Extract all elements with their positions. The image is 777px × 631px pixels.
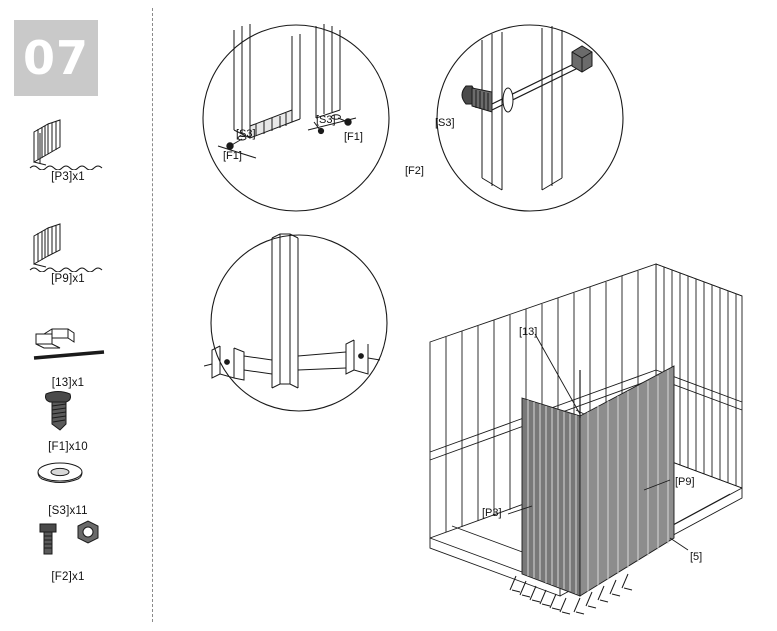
callout-13: [13]	[519, 326, 538, 338]
callout-5: [5]	[690, 551, 703, 563]
corrugated-panel-icon	[8, 118, 128, 170]
part-item-f1	[8, 388, 128, 453]
callout-s3-right: [S3]	[316, 114, 336, 126]
rod-bar-icon	[8, 324, 128, 376]
part-label-f1: [F1]x10	[48, 441, 88, 453]
part-item-13	[8, 324, 128, 389]
callout-f1-right: [F1]	[344, 131, 363, 143]
part-item-s3	[8, 452, 128, 517]
bolt-and-nut-icon	[8, 518, 128, 570]
step-number-badge: 07	[14, 20, 98, 96]
callout-s3: [S3]	[435, 117, 455, 129]
callout-p9: [P9]	[675, 476, 695, 488]
part-label-13: [13]x1	[51, 377, 85, 389]
detail-circle-top-left	[196, 18, 396, 218]
washer-icon	[8, 452, 128, 504]
callout-s3-left: [S3]	[236, 128, 256, 140]
callout-p3: [P3]	[482, 507, 502, 519]
part-label-p9: [P9]x1	[51, 273, 85, 285]
main-assembly-view	[412, 238, 777, 628]
corrugated-panel-icon	[8, 220, 128, 272]
column-divider	[152, 8, 153, 622]
parts-list-column	[0, 0, 150, 631]
callout-f2: [F2]	[405, 165, 424, 177]
part-label-s3: [S3]x11	[48, 505, 88, 517]
callout-f1-left: [F1]	[223, 150, 242, 162]
detail-circle-top-right	[430, 18, 630, 218]
part-item-f2	[8, 518, 128, 583]
part-item-p3	[8, 118, 128, 183]
detail-circle-middle-left	[204, 228, 394, 418]
screw-icon	[8, 388, 128, 440]
part-label-f2: [F2]x1	[51, 571, 85, 583]
part-label-p3: [P3]x1	[51, 171, 85, 183]
part-item-p9	[8, 220, 128, 285]
